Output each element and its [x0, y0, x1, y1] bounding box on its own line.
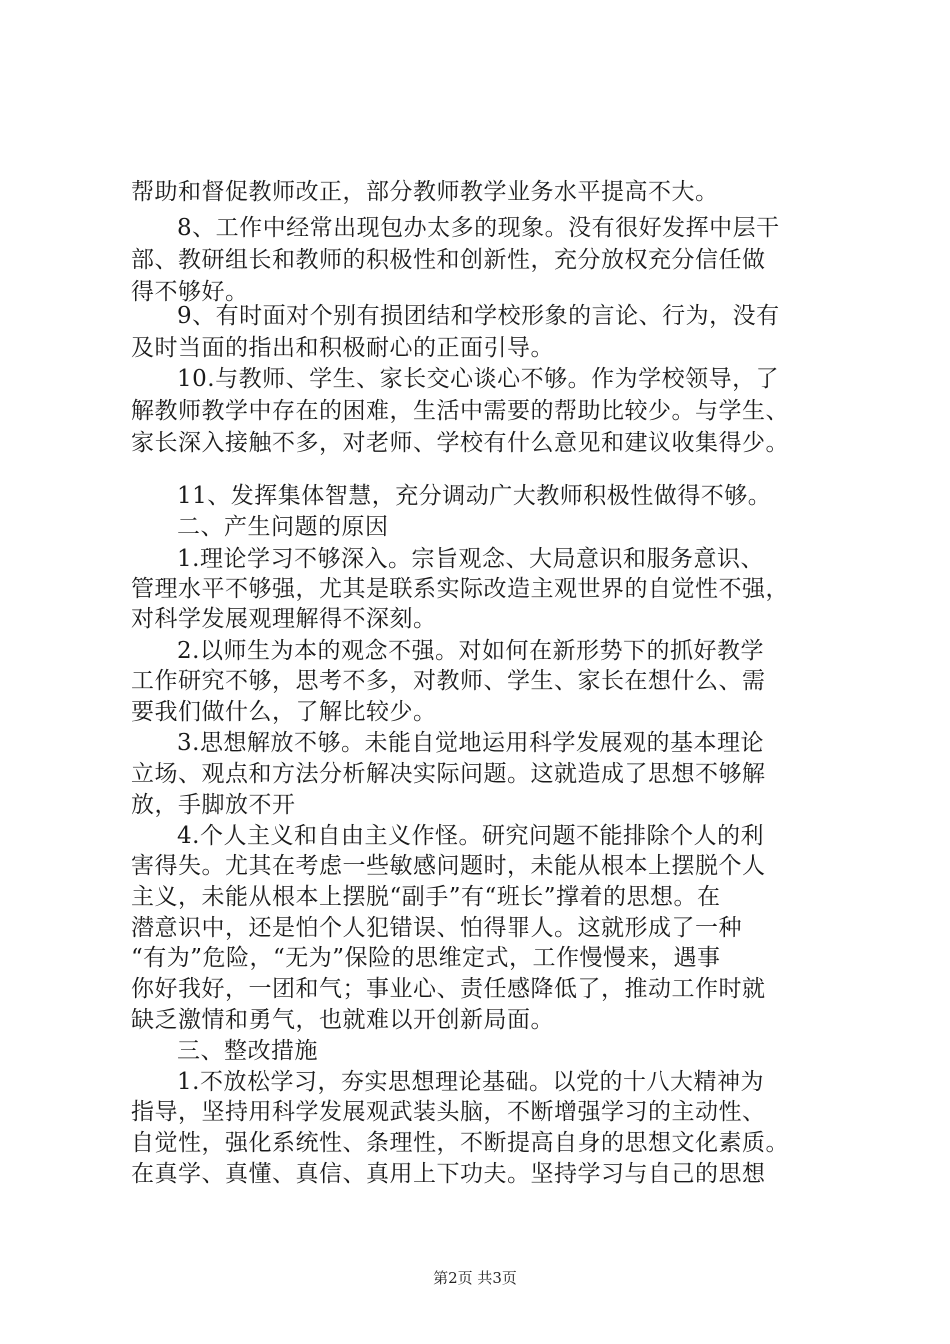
- text-line: 对科学发展观理解得不深刻。: [131, 606, 437, 632]
- text-line: 自觉性，强化系统性、条理性，不断提高自身的思想文化素质。: [131, 1130, 789, 1156]
- text-line: 在真学、真懂、真信、真用上下功夫。坚持学习与自己的思想: [131, 1161, 766, 1187]
- text-line: 及时当面的指出和积极耐心的正面引导。: [131, 335, 554, 361]
- text-line: 10.与教师、学生、家长交心谈心不够。作为学校领导，了: [177, 366, 780, 392]
- text-line: 得不够好。: [131, 279, 249, 305]
- text-line: “有为”危险，“无为”保险的思维定式，工作慢慢来，遇事: [131, 945, 721, 971]
- text-line: 1.不放松学习，夯实思想理论基础。以党的十八大精神为: [177, 1069, 764, 1095]
- text-line: 你好我好，一团和气；事业心、责任感降低了，推动工作时就: [131, 976, 766, 1002]
- text-line: 解教师教学中存在的困难，生活中需要的帮助比较少。与学生、: [131, 398, 789, 424]
- text-line: 放，手脚放不开: [131, 792, 296, 818]
- text-line: 1.理论学习不够深入。宗旨观念、大局意识和服务意识、: [177, 546, 764, 572]
- text-line: 4.个人主义和自由主义作怪。研究问题不能排除个人的利: [177, 823, 764, 849]
- text-line: 害得失。尤其在考虑一些敏感问题时，未能从根本上摆脱个人: [131, 853, 766, 879]
- section-heading: 三、整改措施: [177, 1038, 318, 1064]
- section-heading: 二、产生问题的原因: [177, 514, 389, 540]
- text-line: 立场、观点和方法分析解决实际问题。这就造成了思想不够解: [131, 761, 766, 787]
- text-line: 家长深入接触不多，对老师、学校有什么意见和建议收集得少。: [131, 430, 789, 456]
- text-line: 11、发挥集体智慧，充分调动广大教师积极性做得不够。: [177, 483, 772, 509]
- text-line: 工作研究不够，思考不多，对教师、学生、家长在想什么、需: [131, 668, 766, 694]
- text-line: 帮助和督促教师改正，部分教师教学业务水平提高不大。: [131, 179, 719, 205]
- text-line: 3.思想解放不够。未能自觉地运用科学发展观的基本理论: [177, 730, 764, 756]
- text-line: 缺乏激情和勇气，也就难以开创新局面。: [131, 1007, 554, 1033]
- text-line: 潜意识中，还是怕个人犯错误、怕得罪人。这就形成了一种: [131, 915, 742, 941]
- text-line: 8、工作中经常出现包办太多的现象。没有很好发挥中层干: [177, 215, 780, 241]
- text-line: 要我们做什么，了解比较少。: [131, 699, 437, 725]
- text-line: 2.以师生为本的观念不强。对如何在新形势下的抓好教学: [177, 638, 764, 664]
- text-line: 管理水平不够强，尤其是联系实际改造主观世界的自觉性不强，: [131, 576, 789, 602]
- text-line: 主义，未能从根本上摆脱“副手”有“班长”撑着的思想。在: [131, 884, 721, 910]
- text-line: 9、有时面对个别有损团结和学校形象的言论、行为，没有: [177, 303, 780, 329]
- text-line: 指导，坚持用科学发展观武装头脑，不断增强学习的主动性、: [131, 1099, 766, 1125]
- page-footer: 第2页 共3页: [433, 1269, 517, 1287]
- text-line: 部、教研组长和教师的积极性和创新性，充分放权充分信任做: [131, 247, 766, 273]
